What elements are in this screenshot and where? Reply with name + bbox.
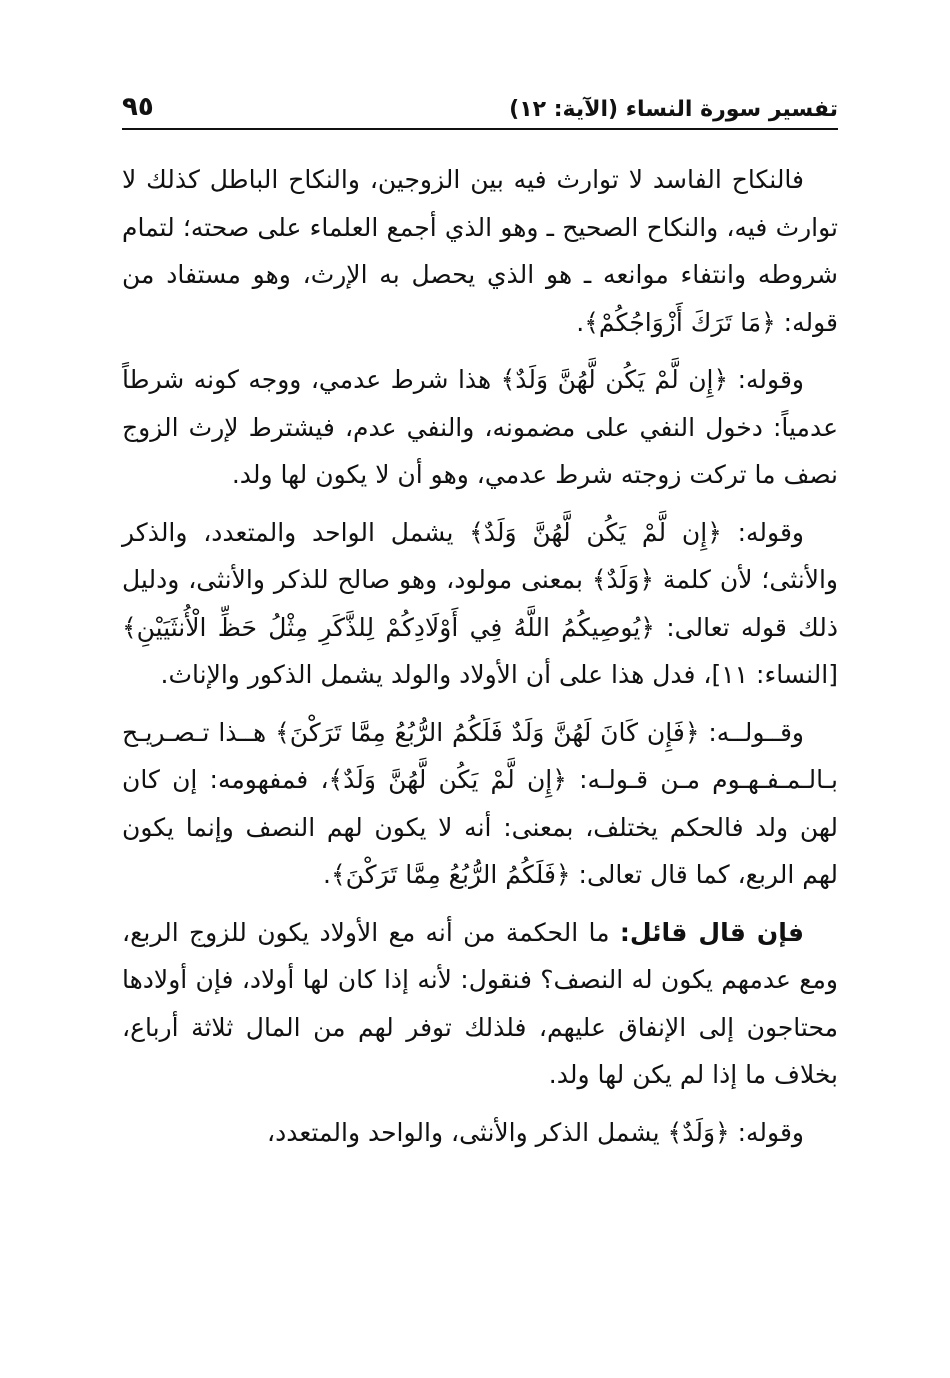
- paragraph-text: ما الحكمة من أنه مع الأولاد يكون للزوج الربع، ومع عدمهم يكون له النصف؟ فنقول: لأنه إذا كان لها أولاد، فإن أولادها محتاجون إلى الإنفاق عليهم، فلذلك توفر لهم من المال ثلاثة أرباع، بخلاف ما إذا لم يكن لها ولد.: [122, 917, 838, 1089]
- question-lead: فإن قال قائل:: [619, 917, 804, 947]
- paragraph: [122, 509, 838, 699]
- paragraph: [122, 709, 838, 899]
- paragraph-text: فالنكاح الفاسد لا توارث فيه بين الزوجين، والنكاح الباطل كذلك لا توارث فيه، والنكاح الصحيح ـ وهو الذي أجمع العلماء على صحته؛ لتمام شروطه وانتفاء موانعه ـ هو الذي يحصل به الإرث، وهو مستفاد من قوله: ﴿مَا تَرَكَ أَزْوَاجُكُمْ﴾.: [122, 165, 838, 337]
- paragraph: [122, 356, 838, 499]
- paragraph-text: وقوله: ﴿إِن لَّمْ يَكُن لَّهُنَّ وَلَدٌ﴾ هذا شرط عدمي، ووجه كونه شرطاً عدمياً: دخول النفي على مضمونه، والنفي عدم، فيشترط لإرث الزوج نصف ما تركت زوجته شرط عدمي، وهو أن لا يكون لها ولد.: [122, 365, 838, 489]
- paragraph-text: وقوله: ﴿وَلَدٌ﴾ يشمل الذكر والأنثى، والواحد والمتعدد،: [267, 1117, 804, 1147]
- running-header: [122, 92, 838, 130]
- paragraph: [122, 1109, 838, 1157]
- body-text: [122, 156, 838, 1156]
- chapter-title: تفسير سورة النساء (الآية: ١٢): [509, 97, 838, 122]
- paragraph: [122, 909, 838, 1099]
- paragraph-text: وقــولــه: ﴿فَإِن كَانَ لَهُنَّ وَلَدٌ فَلَكُمُ الرُّبُعُ مِمَّا تَرَكْنَ﴾ هــذا تـصـريـح بـالـمـفـهـوم مـن قـولـه: ﴿إِن لَّمْ يَكُن لَّهُنَّ وَلَدٌ﴾، فمفهومه: إن كان لهن ولد فالحكم يختلف، بمعنى: أنه لا يكون لهم النصف وإنما يكون لهم الربع، كما قال تعالى: ﴿فَلَكُمُ الرُّبُعُ مِمَّا تَرَكْنَ﴾.: [122, 717, 838, 889]
- paragraph: [122, 156, 838, 346]
- page-number: ٩٥: [122, 92, 154, 122]
- paragraph-text: وقوله: ﴿إِن لَّمْ يَكُن لَّهُنَّ وَلَدٌ﴾ يشمل الواحد والمتعدد، والذكر والأنثى؛ لأن كلمة ﴿وَلَدٌ﴾ بمعنى مولود، وهو صالح للذكر والأنثى، ودليل ذلك قوله تعالى: ﴿يُوصِيكُمُ اللَّهُ فِي أَوْلَادِكُمْ لِلذَّكَرِ مِثْلُ حَظِّ الْأُنثَيَيْنِ﴾ [النساء: ١١]، فدل هذا على أن الأولاد والولد يشمل الذكور والإناث.: [122, 517, 838, 689]
